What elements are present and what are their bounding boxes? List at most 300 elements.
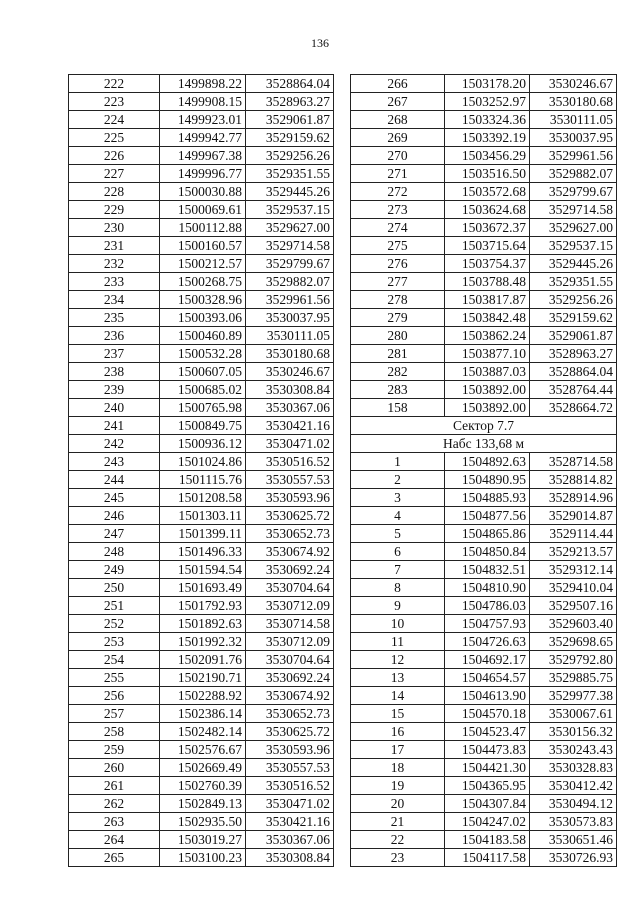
table-row bbox=[69, 219, 334, 237]
y-coordinate-cell: 3530246.67 bbox=[530, 75, 617, 93]
point-number-cell: 14 bbox=[351, 687, 445, 705]
table-row bbox=[69, 417, 334, 435]
table-row bbox=[69, 165, 334, 183]
point-number-cell: 18 bbox=[351, 759, 445, 777]
point-number-cell: 244 bbox=[69, 471, 160, 489]
x-coordinate-cell: 1500160.57 bbox=[160, 237, 246, 255]
y-coordinate-cell: 3529114.44 bbox=[530, 525, 617, 543]
point-number-cell: 249 bbox=[69, 561, 160, 579]
table-row bbox=[69, 687, 334, 705]
point-number-cell: 234 bbox=[69, 291, 160, 309]
x-coordinate-cell: 1504613.90 bbox=[445, 687, 530, 705]
x-coordinate-cell: 1504307.84 bbox=[445, 795, 530, 813]
table-row bbox=[69, 525, 334, 543]
y-coordinate-cell: 3530471.02 bbox=[245, 435, 333, 453]
point-number-cell: 277 bbox=[351, 273, 445, 291]
x-coordinate-cell: 1500328.96 bbox=[160, 291, 246, 309]
x-coordinate-cell: 1501693.49 bbox=[160, 579, 246, 597]
x-coordinate-cell: 1502288.92 bbox=[160, 687, 246, 705]
y-coordinate-cell: 3529882.07 bbox=[245, 273, 333, 291]
x-coordinate-cell: 1502576.67 bbox=[160, 741, 246, 759]
y-coordinate-cell: 3529537.15 bbox=[530, 237, 617, 255]
table-row bbox=[69, 651, 334, 669]
point-number-cell: 8 bbox=[351, 579, 445, 597]
point-number-cell: 242 bbox=[69, 435, 160, 453]
table-row bbox=[351, 597, 617, 615]
point-number-cell: 224 bbox=[69, 111, 160, 129]
x-coordinate-cell: 1501992.32 bbox=[160, 633, 246, 651]
table-row bbox=[351, 165, 617, 183]
table-row bbox=[351, 129, 617, 147]
section-subheader-row bbox=[351, 435, 617, 453]
x-coordinate-cell: 1500212.57 bbox=[160, 255, 246, 273]
point-number-cell: 268 bbox=[351, 111, 445, 129]
y-coordinate-cell: 3530652.73 bbox=[245, 705, 333, 723]
table-row bbox=[69, 201, 334, 219]
x-coordinate-cell: 1504885.93 bbox=[445, 489, 530, 507]
x-coordinate-cell: 1504726.63 bbox=[445, 633, 530, 651]
table-row bbox=[69, 237, 334, 255]
y-coordinate-cell: 3530712.09 bbox=[245, 597, 333, 615]
x-coordinate-cell: 1504421.30 bbox=[445, 759, 530, 777]
y-coordinate-cell: 3530308.84 bbox=[245, 849, 333, 867]
point-number-cell: 13 bbox=[351, 669, 445, 687]
point-number-cell: 270 bbox=[351, 147, 445, 165]
table-row bbox=[351, 111, 617, 129]
point-number-cell: 235 bbox=[69, 309, 160, 327]
table-row bbox=[351, 705, 617, 723]
x-coordinate-cell: 1503324.36 bbox=[445, 111, 530, 129]
point-number-cell: 229 bbox=[69, 201, 160, 219]
table-row bbox=[351, 543, 617, 561]
y-coordinate-cell: 3530243.43 bbox=[530, 741, 617, 759]
point-number-cell: 258 bbox=[69, 723, 160, 741]
x-coordinate-cell: 1500268.75 bbox=[160, 273, 246, 291]
point-number-cell: 17 bbox=[351, 741, 445, 759]
y-coordinate-cell: 3528714.58 bbox=[530, 453, 617, 471]
x-coordinate-cell: 1501792.93 bbox=[160, 597, 246, 615]
point-number-cell: 233 bbox=[69, 273, 160, 291]
y-coordinate-cell: 3530557.53 bbox=[245, 471, 333, 489]
table-row bbox=[351, 381, 617, 399]
y-coordinate-cell: 3530704.64 bbox=[245, 651, 333, 669]
x-coordinate-cell: 1502935.50 bbox=[160, 813, 246, 831]
y-coordinate-cell: 3530412.42 bbox=[530, 777, 617, 795]
y-coordinate-cell: 3530593.96 bbox=[245, 741, 333, 759]
table-row bbox=[351, 633, 617, 651]
x-coordinate-cell: 1503178.20 bbox=[445, 75, 530, 93]
table-row bbox=[69, 381, 334, 399]
table-row bbox=[69, 273, 334, 291]
page-number: 136 bbox=[311, 36, 329, 50]
table-row bbox=[351, 615, 617, 633]
x-coordinate-cell: 1501024.86 bbox=[160, 453, 246, 471]
table-row bbox=[351, 831, 617, 849]
right-coordinates-table bbox=[350, 74, 617, 867]
y-coordinate-cell: 3529603.40 bbox=[530, 615, 617, 633]
point-number-cell: 225 bbox=[69, 129, 160, 147]
x-coordinate-cell: 1504247.02 bbox=[445, 813, 530, 831]
y-coordinate-cell: 3530651.46 bbox=[530, 831, 617, 849]
y-coordinate-cell: 3528963.27 bbox=[530, 345, 617, 363]
y-coordinate-cell: 3529410.04 bbox=[530, 579, 617, 597]
point-number-cell: 279 bbox=[351, 309, 445, 327]
point-number-cell: 271 bbox=[351, 165, 445, 183]
x-coordinate-cell: 1504832.51 bbox=[445, 561, 530, 579]
table-row bbox=[69, 93, 334, 111]
y-coordinate-cell: 3530625.72 bbox=[245, 507, 333, 525]
x-coordinate-cell: 1500030.88 bbox=[160, 183, 246, 201]
point-number-cell: 273 bbox=[351, 201, 445, 219]
table-row bbox=[69, 849, 334, 867]
y-coordinate-cell: 3529256.26 bbox=[245, 147, 333, 165]
x-coordinate-cell: 1504786.03 bbox=[445, 597, 530, 615]
x-coordinate-cell: 1503572.68 bbox=[445, 183, 530, 201]
x-coordinate-cell: 1504757.93 bbox=[445, 615, 530, 633]
point-number-cell: 264 bbox=[69, 831, 160, 849]
y-coordinate-cell: 3529714.58 bbox=[530, 201, 617, 219]
table-row bbox=[351, 345, 617, 363]
x-coordinate-cell: 1504570.18 bbox=[445, 705, 530, 723]
y-coordinate-cell: 3529213.57 bbox=[530, 543, 617, 561]
x-coordinate-cell: 1501594.54 bbox=[160, 561, 246, 579]
table-row bbox=[351, 471, 617, 489]
table-row bbox=[69, 75, 334, 93]
x-coordinate-cell: 1499996.77 bbox=[160, 165, 246, 183]
y-coordinate-cell: 3530573.83 bbox=[530, 813, 617, 831]
table-row bbox=[351, 255, 617, 273]
x-coordinate-cell: 1503715.64 bbox=[445, 237, 530, 255]
point-number-cell: 282 bbox=[351, 363, 445, 381]
table-row bbox=[351, 651, 617, 669]
x-coordinate-cell: 1500765.98 bbox=[160, 399, 246, 417]
x-coordinate-cell: 1504365.95 bbox=[445, 777, 530, 795]
point-number-cell: 247 bbox=[69, 525, 160, 543]
table-row bbox=[69, 597, 334, 615]
y-coordinate-cell: 3530421.16 bbox=[245, 417, 333, 435]
y-coordinate-cell: 3530652.73 bbox=[245, 525, 333, 543]
y-coordinate-cell: 3530692.24 bbox=[245, 561, 333, 579]
point-number-cell: 272 bbox=[351, 183, 445, 201]
x-coordinate-cell: 1504183.58 bbox=[445, 831, 530, 849]
point-number-cell: 237 bbox=[69, 345, 160, 363]
x-coordinate-cell: 1503516.50 bbox=[445, 165, 530, 183]
point-number-cell: 6 bbox=[351, 543, 445, 561]
point-number-cell: 236 bbox=[69, 327, 160, 345]
table-row bbox=[69, 255, 334, 273]
x-coordinate-cell: 1503624.68 bbox=[445, 201, 530, 219]
table-row bbox=[351, 147, 617, 165]
table-row bbox=[69, 345, 334, 363]
x-coordinate-cell: 1501115.76 bbox=[160, 471, 246, 489]
point-number-cell: 241 bbox=[69, 417, 160, 435]
y-coordinate-cell: 3529799.67 bbox=[530, 183, 617, 201]
x-coordinate-cell: 1500685.02 bbox=[160, 381, 246, 399]
y-coordinate-cell: 3530111.05 bbox=[530, 111, 617, 129]
point-number-cell: 260 bbox=[69, 759, 160, 777]
table-row bbox=[351, 237, 617, 255]
point-number-cell: 240 bbox=[69, 399, 160, 417]
y-coordinate-cell: 3529537.15 bbox=[245, 201, 333, 219]
x-coordinate-cell: 1504810.90 bbox=[445, 579, 530, 597]
x-coordinate-cell: 1502669.49 bbox=[160, 759, 246, 777]
table-row bbox=[69, 471, 334, 489]
y-coordinate-cell: 3529312.14 bbox=[530, 561, 617, 579]
y-coordinate-cell: 3528864.04 bbox=[245, 75, 333, 93]
y-coordinate-cell: 3528914.96 bbox=[530, 489, 617, 507]
x-coordinate-cell: 1503862.24 bbox=[445, 327, 530, 345]
table-row bbox=[69, 363, 334, 381]
y-coordinate-cell: 3528814.82 bbox=[530, 471, 617, 489]
table-row bbox=[69, 111, 334, 129]
x-coordinate-cell: 1503019.27 bbox=[160, 831, 246, 849]
y-coordinate-cell: 3530367.06 bbox=[245, 399, 333, 417]
y-coordinate-cell: 3530037.95 bbox=[530, 129, 617, 147]
point-number-cell: 251 bbox=[69, 597, 160, 615]
point-number-cell: 22 bbox=[351, 831, 445, 849]
point-number-cell: 254 bbox=[69, 651, 160, 669]
point-number-cell: 3 bbox=[351, 489, 445, 507]
y-coordinate-cell: 3529159.62 bbox=[245, 129, 333, 147]
y-coordinate-cell: 3530246.67 bbox=[245, 363, 333, 381]
table-row bbox=[351, 291, 617, 309]
y-coordinate-cell: 3530067.61 bbox=[530, 705, 617, 723]
y-coordinate-cell: 3529714.58 bbox=[245, 237, 333, 255]
x-coordinate-cell: 1500849.75 bbox=[160, 417, 246, 435]
table-row bbox=[69, 795, 334, 813]
point-number-cell: 16 bbox=[351, 723, 445, 741]
table-row bbox=[351, 327, 617, 345]
table-row bbox=[69, 327, 334, 345]
x-coordinate-cell: 1502760.39 bbox=[160, 777, 246, 795]
y-coordinate-cell: 3529351.55 bbox=[530, 273, 617, 291]
point-number-cell: 265 bbox=[69, 849, 160, 867]
y-coordinate-cell: 3529159.62 bbox=[530, 309, 617, 327]
x-coordinate-cell: 1501303.11 bbox=[160, 507, 246, 525]
y-coordinate-cell: 3530037.95 bbox=[245, 309, 333, 327]
y-coordinate-cell: 3529351.55 bbox=[245, 165, 333, 183]
x-coordinate-cell: 1500607.05 bbox=[160, 363, 246, 381]
y-coordinate-cell: 3529961.56 bbox=[530, 147, 617, 165]
y-coordinate-cell: 3530692.24 bbox=[245, 669, 333, 687]
x-coordinate-cell: 1503392.19 bbox=[445, 129, 530, 147]
point-number-cell: 5 bbox=[351, 525, 445, 543]
table-row bbox=[69, 309, 334, 327]
table-row bbox=[351, 93, 617, 111]
y-coordinate-cell: 3530111.05 bbox=[245, 327, 333, 345]
point-number-cell: 21 bbox=[351, 813, 445, 831]
point-number-cell: 243 bbox=[69, 453, 160, 471]
y-coordinate-cell: 3529885.75 bbox=[530, 669, 617, 687]
x-coordinate-cell: 1503672.37 bbox=[445, 219, 530, 237]
y-coordinate-cell: 3530156.32 bbox=[530, 723, 617, 741]
table-row bbox=[69, 633, 334, 651]
y-coordinate-cell: 3528864.04 bbox=[530, 363, 617, 381]
point-number-cell: 274 bbox=[351, 219, 445, 237]
x-coordinate-cell: 1499967.38 bbox=[160, 147, 246, 165]
y-coordinate-cell: 3530516.52 bbox=[245, 777, 333, 795]
table-row bbox=[351, 453, 617, 471]
x-coordinate-cell: 1504523.47 bbox=[445, 723, 530, 741]
x-coordinate-cell: 1500936.12 bbox=[160, 435, 246, 453]
x-coordinate-cell: 1500532.28 bbox=[160, 345, 246, 363]
point-number-cell: 12 bbox=[351, 651, 445, 669]
table-row bbox=[69, 777, 334, 795]
table-row bbox=[69, 669, 334, 687]
table-row bbox=[351, 777, 617, 795]
y-coordinate-cell: 3529961.56 bbox=[245, 291, 333, 309]
point-number-cell: 246 bbox=[69, 507, 160, 525]
table-row bbox=[351, 363, 617, 381]
x-coordinate-cell: 1503817.87 bbox=[445, 291, 530, 309]
y-coordinate-cell: 3530421.16 bbox=[245, 813, 333, 831]
point-number-cell: 250 bbox=[69, 579, 160, 597]
y-coordinate-cell: 3530328.83 bbox=[530, 759, 617, 777]
y-coordinate-cell: 3529977.38 bbox=[530, 687, 617, 705]
x-coordinate-cell: 1499908.15 bbox=[160, 93, 246, 111]
point-number-cell: 281 bbox=[351, 345, 445, 363]
y-coordinate-cell: 3530674.92 bbox=[245, 543, 333, 561]
x-coordinate-cell: 1503100.23 bbox=[160, 849, 246, 867]
point-number-cell: 253 bbox=[69, 633, 160, 651]
point-number-cell: 252 bbox=[69, 615, 160, 633]
left-coordinates-table bbox=[68, 74, 334, 867]
x-coordinate-cell: 1503788.48 bbox=[445, 273, 530, 291]
point-number-cell: 248 bbox=[69, 543, 160, 561]
point-number-cell: 226 bbox=[69, 147, 160, 165]
x-coordinate-cell: 1503754.37 bbox=[445, 255, 530, 273]
table-row bbox=[351, 201, 617, 219]
point-number-cell: 23 bbox=[351, 849, 445, 867]
table-row bbox=[69, 759, 334, 777]
y-coordinate-cell: 3530180.68 bbox=[530, 93, 617, 111]
section-header-row bbox=[351, 417, 617, 435]
point-number-cell: 280 bbox=[351, 327, 445, 345]
y-coordinate-cell: 3529061.87 bbox=[245, 111, 333, 129]
table-row bbox=[351, 561, 617, 579]
table-row bbox=[69, 741, 334, 759]
section-subtitle: Набс 133,68 м bbox=[351, 435, 617, 453]
y-coordinate-cell: 3530704.64 bbox=[245, 579, 333, 597]
table-row bbox=[351, 813, 617, 831]
point-number-cell: 19 bbox=[351, 777, 445, 795]
table-row bbox=[351, 579, 617, 597]
table-row bbox=[69, 291, 334, 309]
table-row bbox=[69, 813, 334, 831]
table-row bbox=[351, 399, 617, 417]
point-number-cell: 257 bbox=[69, 705, 160, 723]
point-number-cell: 222 bbox=[69, 75, 160, 93]
point-number-cell: 259 bbox=[69, 741, 160, 759]
table-row bbox=[69, 543, 334, 561]
y-coordinate-cell: 3530726.93 bbox=[530, 849, 617, 867]
point-number-cell: 15 bbox=[351, 705, 445, 723]
table-row bbox=[351, 183, 617, 201]
y-coordinate-cell: 3530557.53 bbox=[245, 759, 333, 777]
x-coordinate-cell: 1503456.29 bbox=[445, 147, 530, 165]
y-coordinate-cell: 3530180.68 bbox=[245, 345, 333, 363]
table-row bbox=[351, 759, 617, 777]
y-coordinate-cell: 3530712.09 bbox=[245, 633, 333, 651]
y-coordinate-cell: 3530516.52 bbox=[245, 453, 333, 471]
table-row bbox=[351, 687, 617, 705]
x-coordinate-cell: 1502386.14 bbox=[160, 705, 246, 723]
x-coordinate-cell: 1504892.63 bbox=[445, 453, 530, 471]
y-coordinate-cell: 3529445.26 bbox=[245, 183, 333, 201]
table-row bbox=[351, 723, 617, 741]
table-row bbox=[69, 705, 334, 723]
point-number-cell: 228 bbox=[69, 183, 160, 201]
table-row bbox=[69, 831, 334, 849]
point-number-cell: 7 bbox=[351, 561, 445, 579]
point-number-cell: 2 bbox=[351, 471, 445, 489]
table-row bbox=[351, 273, 617, 291]
point-number-cell: 1 bbox=[351, 453, 445, 471]
y-coordinate-cell: 3528963.27 bbox=[245, 93, 333, 111]
point-number-cell: 245 bbox=[69, 489, 160, 507]
x-coordinate-cell: 1504890.95 bbox=[445, 471, 530, 489]
point-number-cell: 227 bbox=[69, 165, 160, 183]
y-coordinate-cell: 3529256.26 bbox=[530, 291, 617, 309]
table-row bbox=[69, 453, 334, 471]
table-row bbox=[69, 183, 334, 201]
x-coordinate-cell: 1504850.84 bbox=[445, 543, 530, 561]
x-coordinate-cell: 1501892.63 bbox=[160, 615, 246, 633]
point-number-cell: 261 bbox=[69, 777, 160, 795]
y-coordinate-cell: 3529882.07 bbox=[530, 165, 617, 183]
table-row bbox=[69, 561, 334, 579]
table-row bbox=[351, 525, 617, 543]
point-number-cell: 231 bbox=[69, 237, 160, 255]
table-row bbox=[69, 399, 334, 417]
x-coordinate-cell: 1501208.58 bbox=[160, 489, 246, 507]
x-coordinate-cell: 1502190.71 bbox=[160, 669, 246, 687]
table-row bbox=[69, 147, 334, 165]
x-coordinate-cell: 1501496.33 bbox=[160, 543, 246, 561]
point-number-cell: 256 bbox=[69, 687, 160, 705]
y-coordinate-cell: 3529792.80 bbox=[530, 651, 617, 669]
table-row bbox=[69, 579, 334, 597]
x-coordinate-cell: 1499942.77 bbox=[160, 129, 246, 147]
y-coordinate-cell: 3529507.16 bbox=[530, 597, 617, 615]
x-coordinate-cell: 1504692.17 bbox=[445, 651, 530, 669]
x-coordinate-cell: 1504877.56 bbox=[445, 507, 530, 525]
y-coordinate-cell: 3529445.26 bbox=[530, 255, 617, 273]
y-coordinate-cell: 3529014.87 bbox=[530, 507, 617, 525]
table-row bbox=[351, 669, 617, 687]
table-row bbox=[351, 75, 617, 93]
y-coordinate-cell: 3529061.87 bbox=[530, 327, 617, 345]
point-number-cell: 275 bbox=[351, 237, 445, 255]
table-row bbox=[351, 741, 617, 759]
y-coordinate-cell: 3530674.92 bbox=[245, 687, 333, 705]
x-coordinate-cell: 1499898.22 bbox=[160, 75, 246, 93]
y-coordinate-cell: 3530625.72 bbox=[245, 723, 333, 741]
x-coordinate-cell: 1503842.48 bbox=[445, 309, 530, 327]
y-coordinate-cell: 3530494.12 bbox=[530, 795, 617, 813]
point-number-cell: 263 bbox=[69, 813, 160, 831]
x-coordinate-cell: 1503892.00 bbox=[445, 381, 530, 399]
x-coordinate-cell: 1503877.10 bbox=[445, 345, 530, 363]
y-coordinate-cell: 3528664.72 bbox=[530, 399, 617, 417]
table-row bbox=[351, 795, 617, 813]
x-coordinate-cell: 1503887.03 bbox=[445, 363, 530, 381]
y-coordinate-cell: 3529627.00 bbox=[530, 219, 617, 237]
table-row bbox=[69, 129, 334, 147]
table-row bbox=[351, 507, 617, 525]
y-coordinate-cell: 3530308.84 bbox=[245, 381, 333, 399]
x-coordinate-cell: 1504473.83 bbox=[445, 741, 530, 759]
